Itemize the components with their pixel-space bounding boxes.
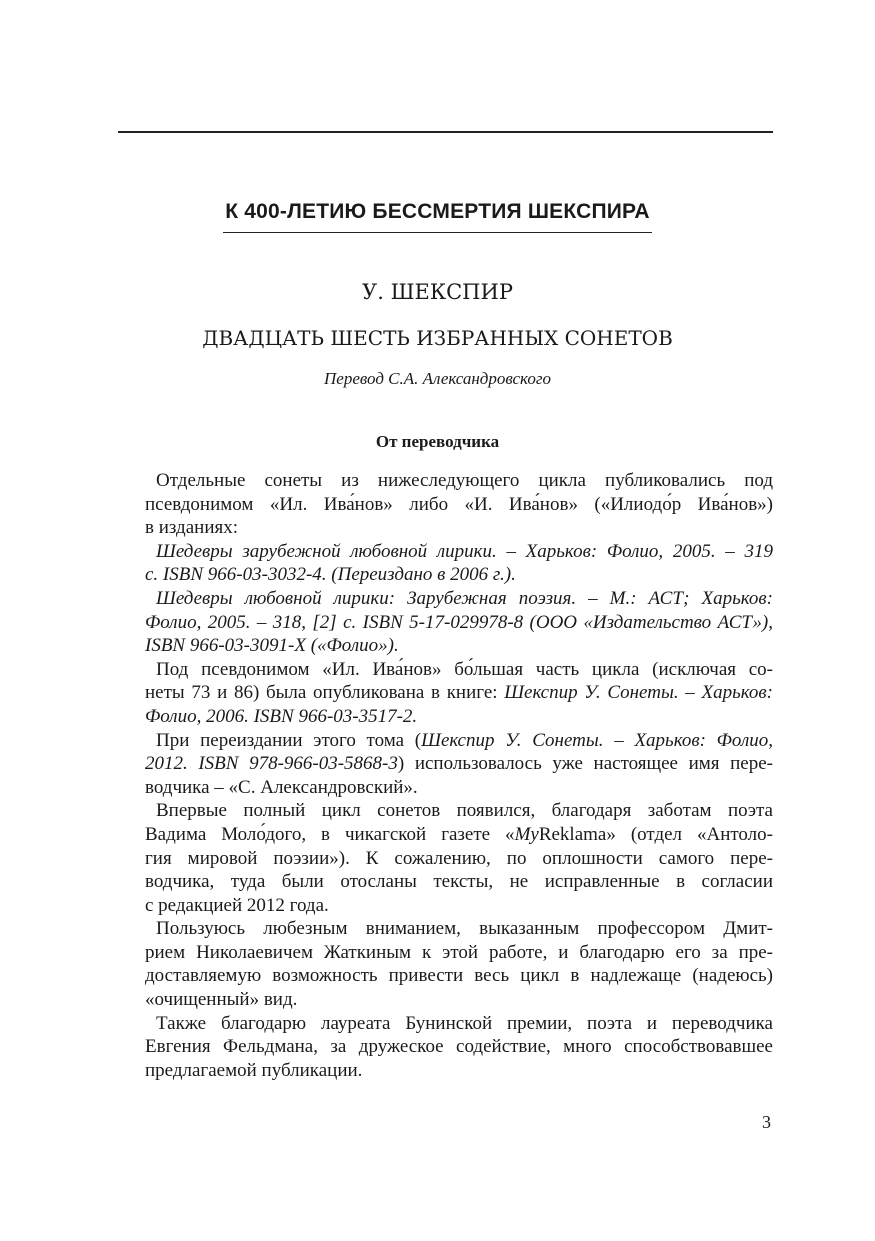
text-run: псевдонимом «Ил. Ива́нов» либо «И. Ива́нов» («Илиодо́р Ива́нов») — [145, 493, 773, 515]
text-line — [145, 563, 773, 587]
text-line — [145, 752, 773, 776]
italic-text: с. ISBN 966-03-3032-4. (Переиздано в 2006 г.). — [145, 564, 516, 586]
paragraph — [145, 917, 773, 1011]
text-line — [145, 941, 773, 965]
text-run: доставляемую возможность привести весь цикл в надлежаще (надеюсь) — [145, 965, 773, 987]
text-line — [145, 870, 773, 894]
italic-text: 2012. ISBN 978-966-03-5868-3 — [145, 753, 398, 775]
text-line — [145, 988, 773, 1012]
text-run: Вадима Моло́дого, в чикагской газете « — [145, 823, 515, 845]
text-run: водчика – «С. Александровский». — [145, 776, 418, 798]
paragraph — [145, 540, 773, 587]
text-run: ) использовалось уже настоящее имя пере- — [397, 753, 773, 775]
text-run: предлагаемой публикации. — [145, 1059, 363, 1081]
body-text — [145, 469, 773, 1082]
text-run: Отдельные сонеты из нижеследующего цикла публиковались под — [156, 470, 773, 491]
section-title: К 400-ЛЕТИЮ БЕССМЕРТИЯ ШЕКСПИРА — [223, 200, 652, 233]
text-run: с редакцией 2012 года. — [145, 894, 329, 916]
work-title: ДВАДЦАТЬ ШЕСТЬ ИЗБРАННЫХ СОНЕТОВ — [202, 326, 673, 350]
paragraph — [145, 1012, 773, 1083]
text-run: рием Николаевичем Жаткиным к этой работе, и благодарю его за пре- — [145, 941, 773, 963]
text-line — [145, 493, 773, 517]
italic-text: Фолио, 2005. – 318, [2] с. ISBN 5-17-029978-8 (ООО «Издательство АСТ»), — [145, 611, 773, 633]
text-line — [145, 729, 773, 753]
text-line — [145, 1035, 773, 1059]
text-line — [145, 681, 773, 705]
text-run: При переиздании этого тома ( — [156, 729, 422, 751]
text-run: Евгения Фельдмана, за дружеское содействие, много способствовавшее — [145, 1036, 773, 1058]
paragraph — [145, 799, 773, 917]
paragraph — [145, 469, 773, 540]
text-line — [145, 469, 773, 493]
text-run: водчика, туда были отосланы тексты, не исправленные в согласии — [145, 871, 773, 893]
italic-text: Шедевры зарубежной любовной лирики. – Харьков: Фолио, 2005. – 319 — [156, 540, 773, 562]
text-run: Reklama» (отдел «Антоло- — [538, 823, 773, 845]
page-number: 3 — [762, 1112, 771, 1132]
section-heading — [0, 200, 875, 233]
italic-text: My — [514, 823, 539, 845]
text-run: неты 73 и 86) была опубликована в книге: — [145, 682, 505, 704]
text-run: Пользуюсь любезным вниманием, выказанным профессором Дмит- — [156, 918, 773, 940]
italic-text: Шекспир У. Сонеты. – Харьков: Фолио, — [421, 729, 773, 751]
italic-text: Шедевры любовной лирики: Зарубежная поэзия. – М.: АСТ; Харьков: — [156, 587, 773, 609]
text-line — [145, 516, 773, 540]
text-run: гия мировой поэзии»). К сожалению, по оплошности самого пере- — [145, 847, 773, 869]
text-line — [145, 587, 773, 611]
text-line — [145, 1059, 773, 1083]
text-line — [145, 658, 773, 682]
text-line — [145, 1012, 773, 1036]
text-line — [145, 894, 773, 918]
header-rule — [118, 131, 773, 133]
text-line — [145, 847, 773, 871]
text-line — [145, 705, 773, 729]
text-run: «очищенный» вид. — [145, 989, 298, 1011]
italic-text: Фолио, 2006. ISBN 966-03-3517-2. — [145, 705, 418, 727]
text-run: Под псевдонимом «Ил. Ива́нов» бо́льшая часть цикла (исключая со- — [156, 658, 773, 680]
text-line — [145, 964, 773, 988]
paragraph — [145, 587, 773, 658]
text-line — [145, 634, 773, 658]
text-line — [145, 540, 773, 564]
paragraph — [145, 658, 773, 729]
italic-text: Шекспир У. Сонеты. – Харьков: — [504, 682, 773, 704]
text-line — [145, 799, 773, 823]
text-run: в изданиях: — [145, 517, 239, 539]
text-run: Также благодарю лауреата Бунинской премии, поэта и переводчика — [156, 1012, 773, 1034]
text-line — [145, 823, 773, 847]
text-line — [145, 776, 773, 800]
text-run: Впервые полный цикл сонетов появился, благодаря заботам поэта — [156, 800, 773, 822]
italic-text: ISBN 966-03-3091-X («Фолио»). — [145, 635, 399, 657]
text-line — [145, 917, 773, 941]
subheading: От переводчика — [375, 432, 500, 451]
paragraph — [145, 729, 773, 800]
author-name: У. ШЕКСПИР — [362, 280, 513, 304]
text-line — [145, 611, 773, 635]
translation-credit: Перевод С.А. Александровского — [324, 369, 551, 388]
